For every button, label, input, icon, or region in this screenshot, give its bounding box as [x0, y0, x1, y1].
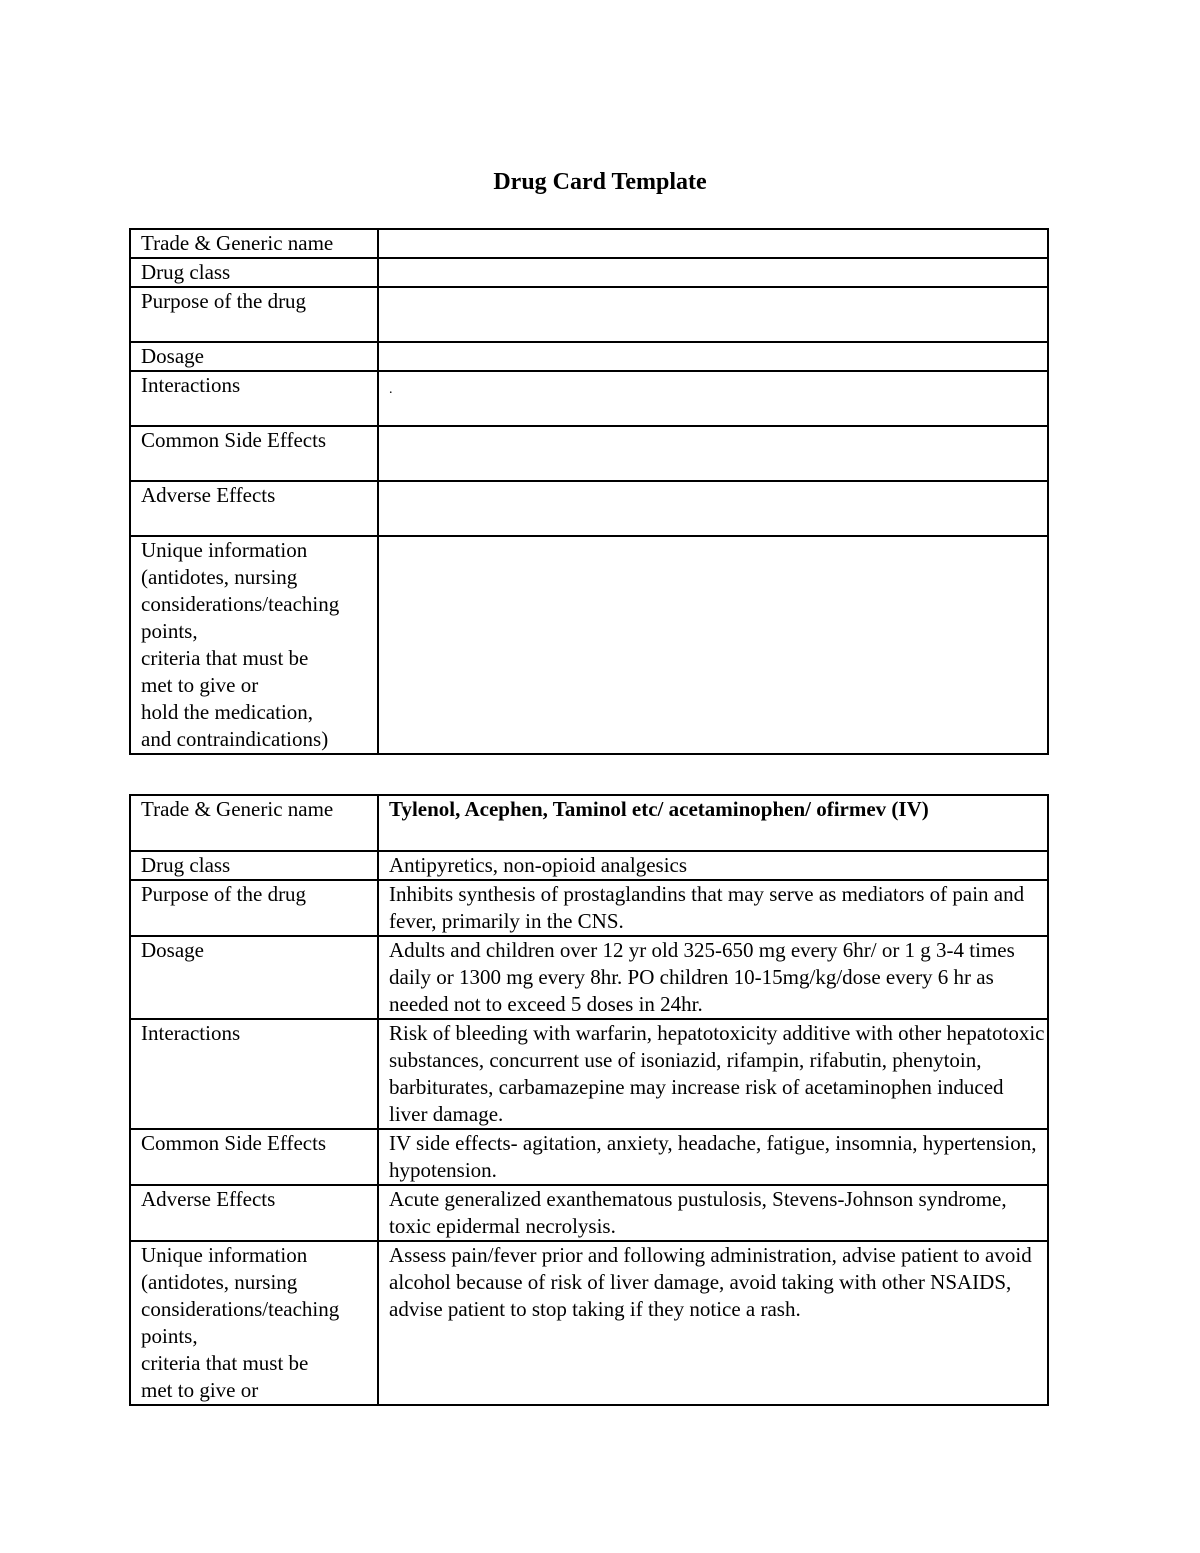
table-row — [130, 481, 1048, 536]
row-value-drug-class: Antipyretics, non-opioid analgesics — [378, 851, 1048, 880]
row-value-trade-generic-name: Tylenol, Acephen, Taminol etc/ acetaminophen/ ofirmev (IV) — [378, 795, 1048, 851]
unique-label-line: and contraindications) — [141, 727, 329, 751]
unique-label-line: (antidotes, nursing — [141, 1270, 298, 1294]
row-label-dosage: Dosage — [130, 342, 378, 371]
table-row — [130, 342, 1048, 371]
table-row — [130, 1129, 1048, 1185]
template-drug-card-table — [129, 228, 1049, 755]
table-row — [130, 880, 1048, 936]
row-value-adverse-effects — [378, 481, 1048, 536]
unique-label-line: points, — [141, 619, 198, 643]
unique-label-line: (antidotes, nursing — [141, 565, 298, 589]
interactions-dot: . — [389, 382, 393, 397]
page-title: Drug Card Template — [493, 169, 707, 195]
row-value-unique-information: Assess pain/fever prior and following administration, advise patient to avoid alcohol because of risk of liver damage, avoid taking with other NSAIDS, advise patient to stop taking if they notice a rash. — [378, 1241, 1048, 1405]
row-value-dosage: Adults and children over 12 yr old 325-650 mg every 6hr/ or 1 g 3-4 times daily or 1300 mg every 8hr. PO children 10-15mg/kg/dose every 6 hr as needed not to exceed 5 doses in 24hr. — [378, 936, 1048, 1019]
unique-label-line: criteria that must be — [141, 646, 309, 670]
unique-label-line: Unique information — [141, 1243, 308, 1267]
row-label-common-side-effects: Common Side Effects — [130, 1129, 378, 1185]
table-row — [130, 426, 1048, 481]
row-value-common-side-effects: IV side effects- agitation, anxiety, headache, fatigue, insomnia, hypertension, hypotension. — [378, 1129, 1048, 1185]
table-row — [130, 936, 1048, 1019]
row-label-purpose: Purpose of the drug — [130, 880, 378, 936]
row-label-unique-information — [130, 1241, 378, 1405]
acetaminophen-drug-card-table — [129, 794, 1049, 1406]
row-label-dosage: Dosage — [130, 936, 378, 1019]
row-label-unique-information — [130, 536, 378, 754]
unique-label-line: met to give or — [141, 673, 259, 697]
row-label-adverse-effects: Adverse Effects — [130, 481, 378, 536]
table-row — [130, 287, 1048, 342]
unique-label-line: Unique information — [141, 538, 308, 562]
row-label-trade-generic-name: Trade & Generic name — [130, 229, 378, 258]
unique-label-line: criteria that must be — [141, 1351, 309, 1375]
row-value-dosage — [378, 342, 1048, 371]
table-row — [130, 1019, 1048, 1129]
table-row — [130, 371, 1048, 426]
table-row — [130, 1241, 1048, 1405]
row-value-common-side-effects — [378, 426, 1048, 481]
unique-label-line: points, — [141, 1324, 198, 1348]
row-value-trade-generic-name — [378, 229, 1048, 258]
table-row — [130, 851, 1048, 880]
row-value-purpose — [378, 287, 1048, 342]
row-label-adverse-effects: Adverse Effects — [130, 1185, 378, 1241]
row-label-common-side-effects: Common Side Effects — [130, 426, 378, 481]
table-row — [130, 1185, 1048, 1241]
unique-label-line: hold the medication, — [141, 700, 314, 724]
table-row — [130, 536, 1048, 754]
row-value-adverse-effects: Acute generalized exanthematous pustulosis, Stevens-Johnson syndrome, toxic epidermal necrolysis. — [378, 1185, 1048, 1241]
row-label-interactions: Interactions — [130, 371, 378, 426]
unique-label-line: met to give or — [141, 1378, 259, 1402]
row-value-unique-information — [378, 536, 1048, 754]
unique-label-line: considerations/teaching — [141, 1297, 340, 1321]
row-label-interactions: Interactions — [130, 1019, 378, 1129]
row-label-purpose: Purpose of the drug — [130, 287, 378, 342]
row-value-interactions — [378, 371, 1048, 426]
row-label-trade-generic-name: Trade & Generic name — [130, 795, 378, 851]
row-value-interactions: Risk of bleeding with warfarin, hepatotoxicity additive with other hepatotoxic substances, concurrent use of isoniazid, rifampin, rifabutin, phenytoin, barbiturates, carbamazepine may increase risk of acetaminophen induced liver damage. — [378, 1019, 1048, 1129]
table-row — [130, 795, 1048, 851]
row-value-drug-class — [378, 258, 1048, 287]
unique-label-line: considerations/teaching — [141, 592, 340, 616]
table-row — [130, 229, 1048, 258]
table-row — [130, 258, 1048, 287]
row-label-drug-class: Drug class — [130, 851, 378, 880]
row-value-purpose: Inhibits synthesis of prostaglandins that may serve as mediators of pain and fever, primarily in the CNS. — [378, 880, 1048, 936]
row-label-drug-class: Drug class — [130, 258, 378, 287]
